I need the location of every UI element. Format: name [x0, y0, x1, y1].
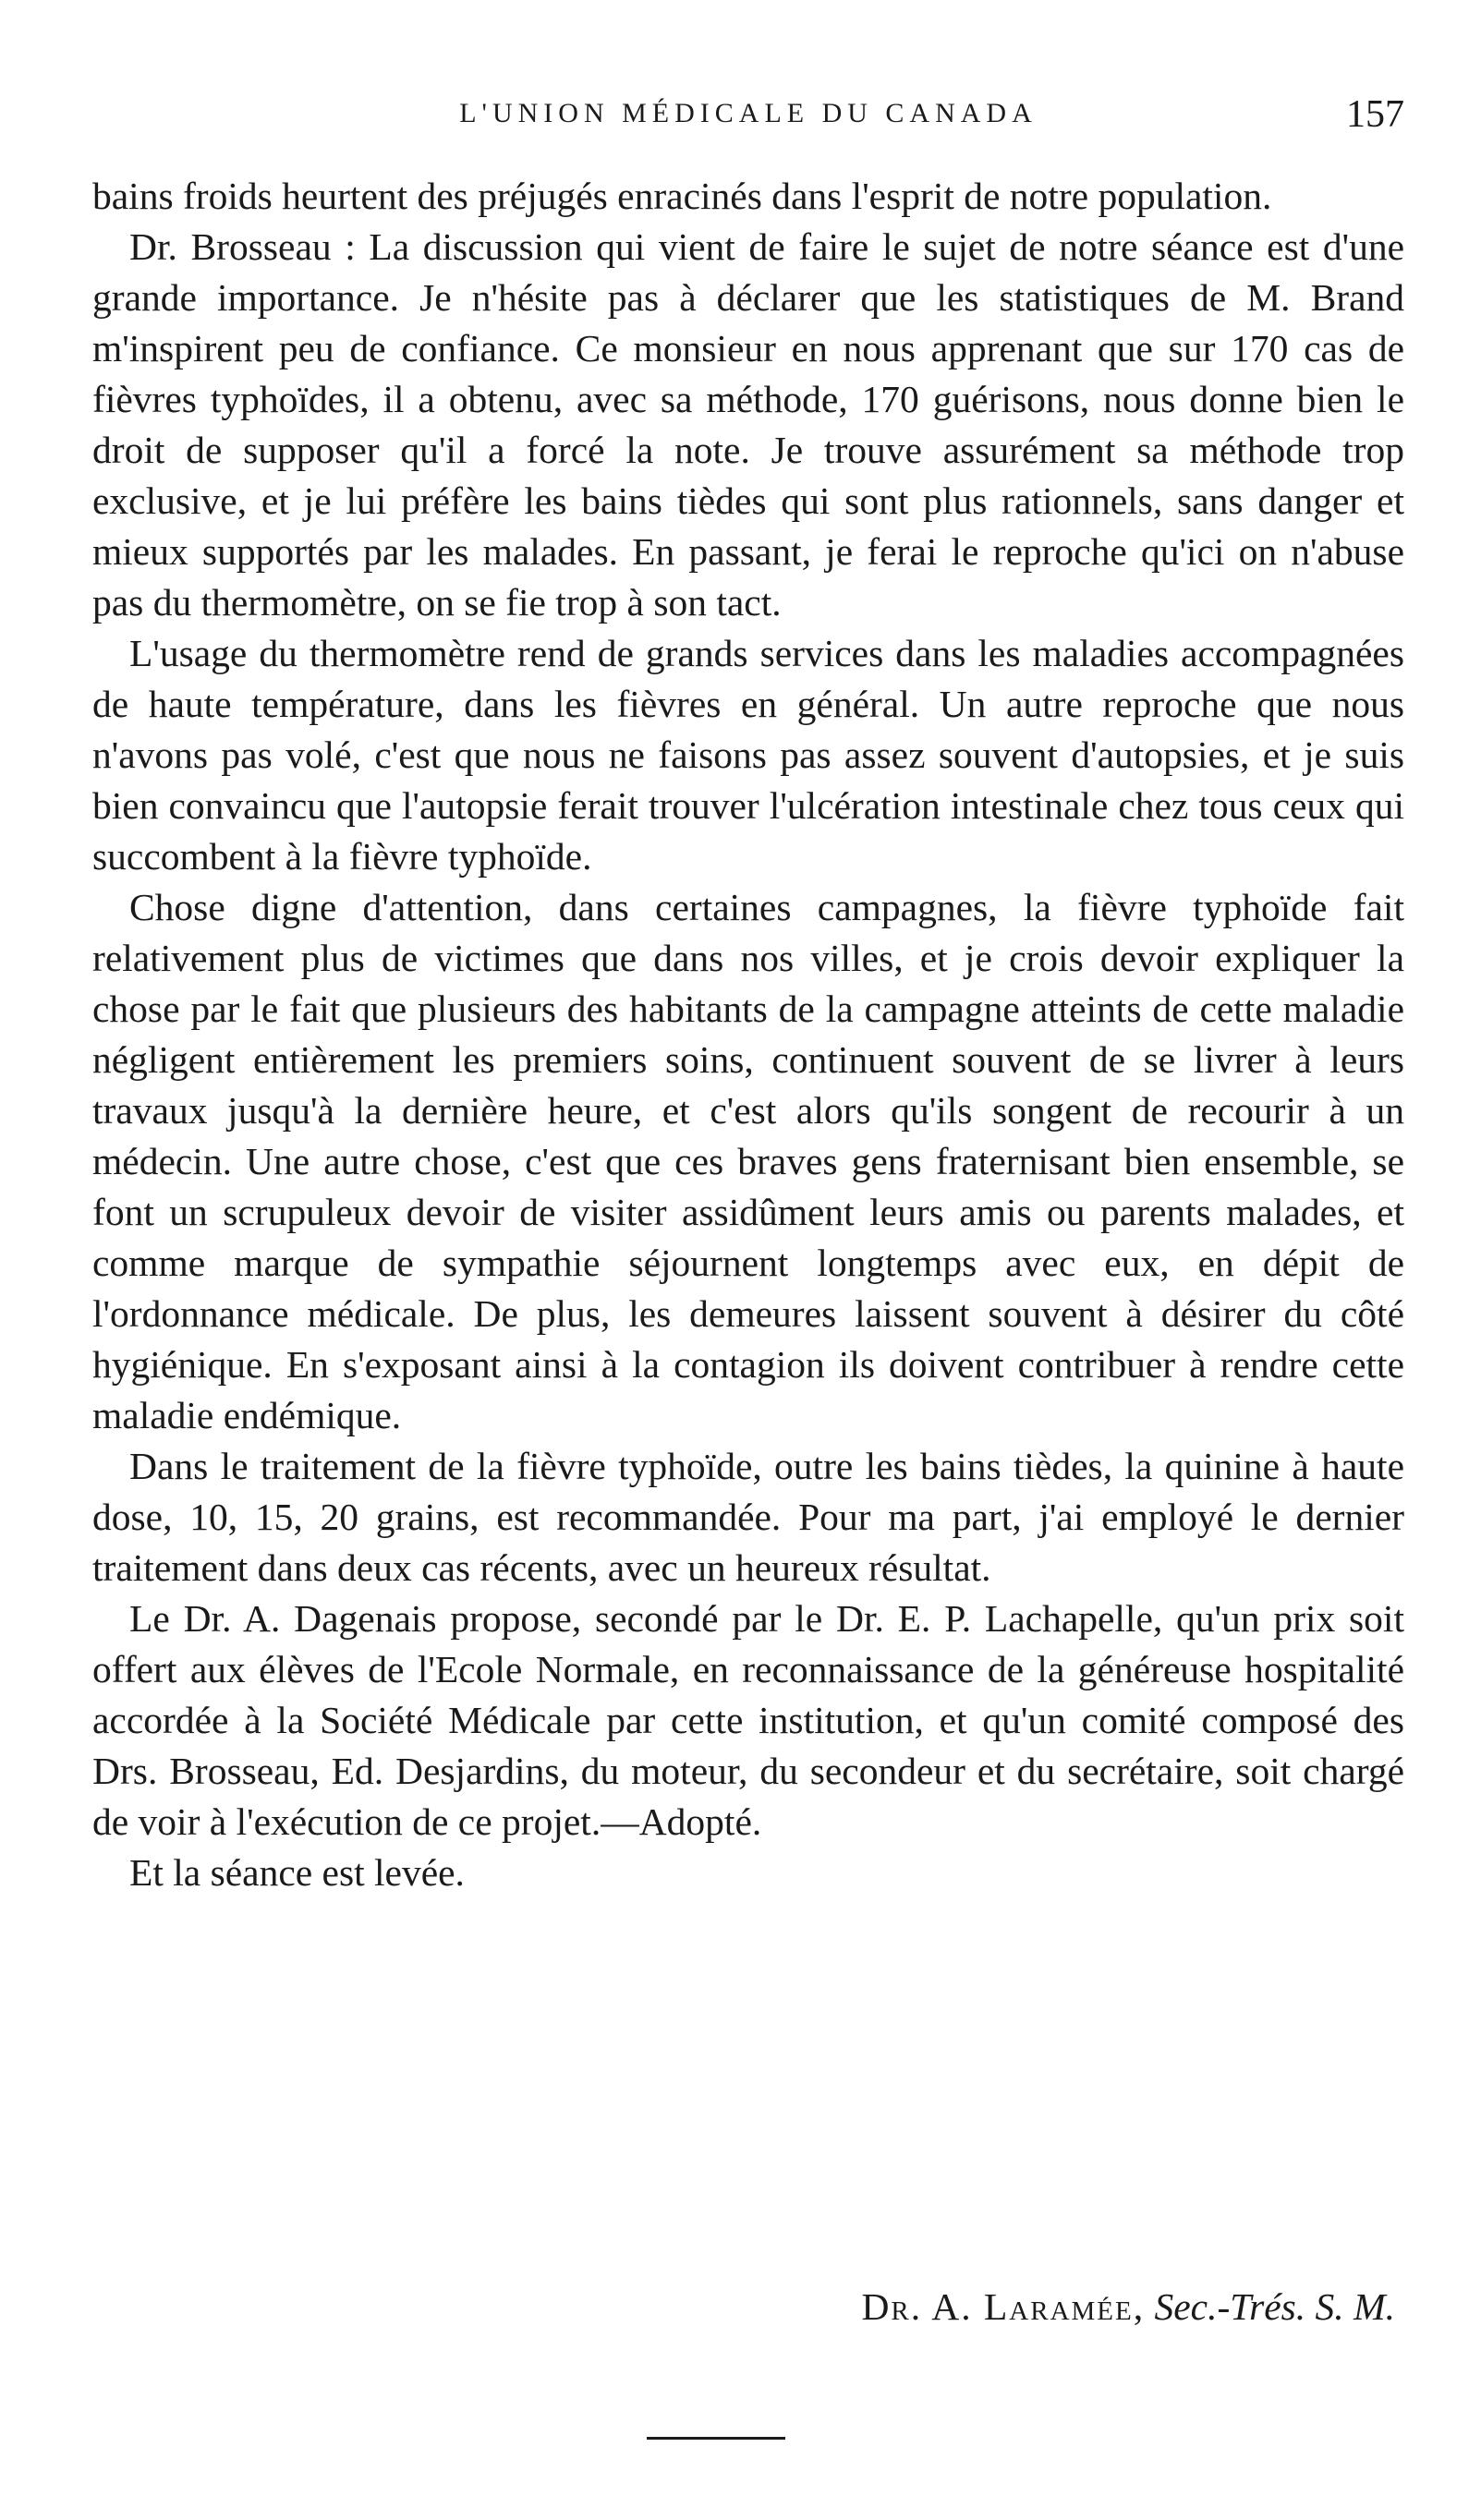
paragraph-thermometer: L'usage du thermomètre rend de grands services dans les maladies accompagnées de haute température, dans les fièvres en général. Un autre reproche que nous n'avons pas volé, c'est que nous ne faisons pas assez souvent d'autopsies, et je suis bien convaincu que l'autopsie ferait trouver l'ulcération intestinale chez tous ceux qui succombent à la fièvre typhoïde. — [92, 632, 1404, 878]
paragraph-brosseau-remarks: Dr. Brosseau : La discussion qui vient de faire le sujet de notre séance est d'une grande importance. Je n'hésite pas à déclarer que les statistiques de M. Brand m'inspirent peu de confiance. Ce monsieur en nous apprenant que sur 170 cas de fièvres typhoïdes, il a obtenu, avec sa méthode, 170 guérisons, nous donne bien le droit de supposer qu'il a forcé la note. Je trouve assurément sa méthode trop exclusive, et je lui préfère les bains tièdes qui sont plus rationnels, sans danger et mieux supportés par les malades. En passant, je ferai le reproche qu'ici on n'abuse pas du thermomètre, on se fie trop à son tact. — [92, 225, 1404, 624]
running-head — [92, 92, 1404, 157]
signature — [92, 2282, 1395, 2332]
paragraph-motion: Le Dr. A. Dagenais propose, secondé par le Dr. E. P. Lachapelle, qu'un prix soit offert aux élèves de l'Ecole Normale, en reconnaissance de la généreuse hospitalité accordée à la Société Médicale par cette institution, et qu'un comité composé des Drs. Brosseau, Ed. Desjardins, du moteur, du secondeur et du secrétaire, soit chargé de voir à l'exécution de ce projet.—Adopté. — [92, 1597, 1404, 1843]
paragraph-continuation: bains froids heurtent des préjugés enracinés dans l'esprit de notre population. — [92, 175, 1272, 217]
signature-name: Dr. A. Laramée, — [861, 2285, 1146, 2328]
body-text — [92, 171, 1404, 1898]
paragraph-treatment: Dans le traitement de la fièvre typhoïde, outre les bains tièdes, la quinine à haute dose, 10, 15, 20 grains, est recommandée. Pour ma part, j'ai employé le dernier traitement dans deux cas récents, avec un heureux résultat. — [92, 1445, 1404, 1589]
running-title: L'UNION MÉDICALE DU CANADA — [459, 98, 1038, 128]
signature-office: Sec.-Trés. S. M. — [1154, 2285, 1395, 2328]
end-rule — [647, 2437, 785, 2440]
paragraph-adjournment: Et la séance est levée. — [129, 1851, 465, 1894]
paragraph-countryside: Chose digne d'attention, dans certaines campagnes, la fièvre typhoïde fait relativement plus de victimes que dans nos villes, et je crois devoir expliquer la chose par le fait que plusieurs des habitants de la campagne atteints de cette maladie négligent entièrement les premiers soins, continuent souvent de se livrer à leurs travaux jusqu'à la dernière heure, et c'est alors qu'ils songent de recourir à un médecin. Une autre chose, c'est que ces braves gens fraternisant bien ensemble, se font un scrupuleux devoir de visiter assidûment leurs amis ou parents malades, et comme marque de sympathie séjournent longtemps avec eux, en dépit de l'ordonnance médicale. De plus, les demeures laissent souvent à désirer du côté hygiénique. En s'exposant ainsi à la contagion ils doivent contribuer à rendre cette maladie endémique. — [92, 886, 1404, 1436]
page-number: 157 — [1346, 93, 1404, 136]
